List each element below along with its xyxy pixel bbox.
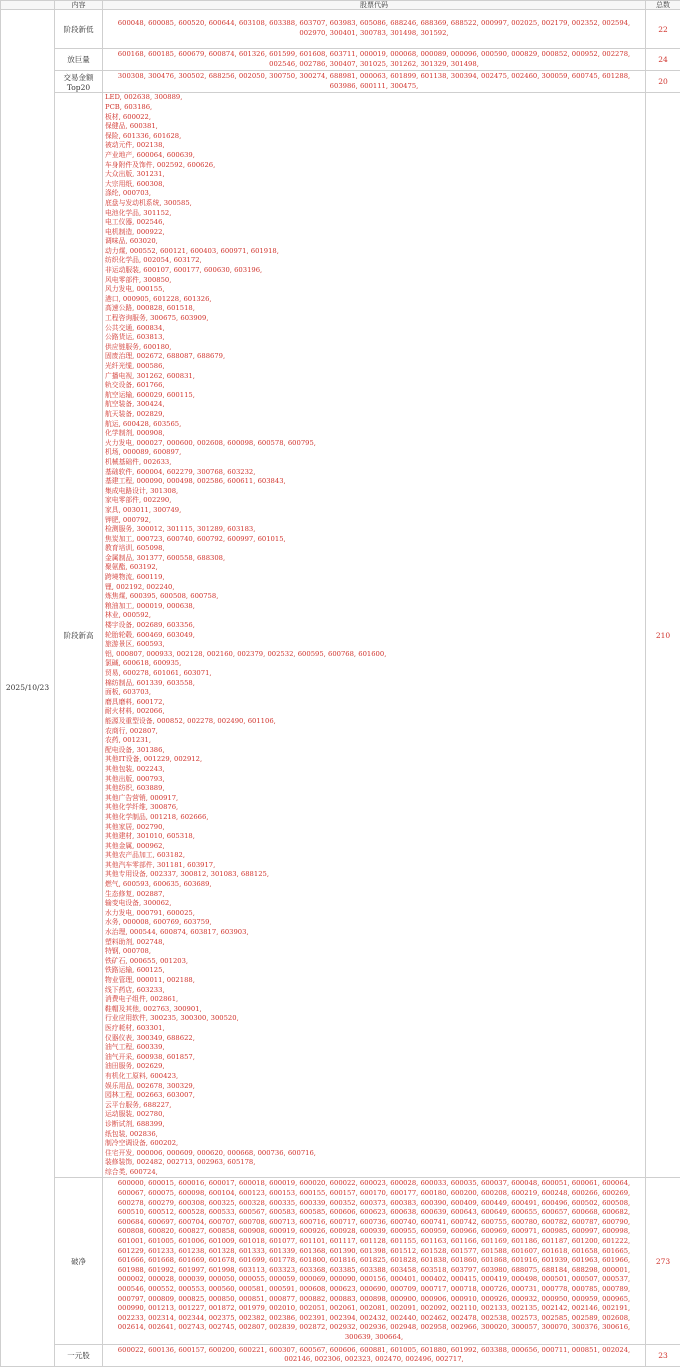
category-new-high: 阶段新高 <box>55 93 103 1178</box>
sector-line: 其他家居, 002790, <box>105 822 165 831</box>
sector-line: 其他汽车零部件, 301181, 603917, <box>105 860 216 869</box>
sector-line: 电池化学品, 301152, <box>105 208 172 217</box>
row-new-low <box>1 10 680 49</box>
sector-line: 焦炭加工, 000723, 600740, 600792, 600997, 601015, <box>105 534 286 543</box>
sector-line: 燃气, 600593, 600635, 603689, <box>105 880 212 889</box>
total-huge-volume: 24 <box>646 49 680 71</box>
sector-line: 其他农产品加工, 603182, <box>105 851 186 860</box>
sector-line: 粮油加工, 000019, 000638, <box>105 601 195 610</box>
sector-line: 磨具磨料, 600172, <box>105 697 165 706</box>
sector-line: 被动元件, 002138, <box>105 141 165 150</box>
codes-huge-volume: 600168, 600185, 600679, 600874, 601326, 601599, 601608, 603711, 000019, 000068, 000089, 000096, 000590, 000829, 000852, 000952, 002278, 002546, 002786, 300407, 301025, 301262, 301329, 301498, <box>103 49 646 71</box>
sector-line: 装修装饰, 002482, 002713, 002963, 605178, <box>105 1158 256 1167</box>
header-row <box>1 1 680 10</box>
sector-line: 基础软件, 600004, 602279, 300768, 603232, <box>105 467 256 476</box>
sector-line: 钾肥, 000792, <box>105 515 152 524</box>
sector-line: 锂, 002192, 002240, <box>105 582 175 591</box>
sector-line: 仪器仪表, 300349, 688622, <box>105 1033 195 1042</box>
sector-line: 水治理, 000544, 600874, 603817, 603903, <box>105 928 249 937</box>
sector-line: 板材, 600022, <box>105 112 152 121</box>
total-one-yuan: 23 <box>646 1344 680 1366</box>
total-top20-turnover: 20 <box>646 71 680 93</box>
sector-line: 其他专用设备, 002337, 300812, 301083, 688125, <box>105 870 270 879</box>
sector-line: 集成电路设计, 301308, <box>105 486 179 495</box>
sector-line: 能源及重型设备, 000852, 002278, 002490, 601106, <box>105 716 276 725</box>
sector-line: 化学制剂, 000908, <box>105 429 165 438</box>
sector-line: 铁路运输, 600125, <box>105 966 165 975</box>
total-below-book: 273 <box>646 1178 680 1344</box>
sector-line: 塑料助剂, 002748, <box>105 937 165 946</box>
sector-line: 铁矿石, 000655, 001203, <box>105 956 189 965</box>
sector-line: 航运, 600428, 603565, <box>105 419 182 428</box>
codes-below-book: 600000, 600015, 600016, 600017, 600018, 600019, 600020, 600022, 600023, 600028, 600033, 600035, 600037, 600048, 600051, 600061, 600064, 600067, 600075, 600098, 600104, 600123, 600153, 600155, 600157, 600170, 600177, 600180, 600200, 600208, 600219, 600248, 600266, 600269, 600278, 600279, 600308, 600325, 600328, 600335, 600339, 600352, 600373, 600383, 600390, 600409, 600449, 600491, 600496, 600502, 600508, 600510, 600512, 600528, 600533, 600567, 600583, 600585, 600606, 600623, 600638, 600639, 600643, 600649, 600655, 600657, 600668, 600682, 600684, 600697, 600704, 600707, 600708, 600713, 600716, 600717, 600736, 600740, 600741, 600742, 600755, 600780, 600782, 600787, 600790, 600808, 600820, 600827, 600858, 600908, 600919, 600926, 600928, 600939, 600955, 600959, 600966, 600969, 600971, 600985, 600997, 600998, 601001, 601005, 601006, 601009, 601018, 601077, 601101, 601117, 601128, 601155, 601163, 601166, 601169, 601186, 601187, 601200, 601222, 601229, 601233, 601238, 601328, 601333, 601339, 601368, 601390, 601398, 601512, 601528, 601577, 601588, 601607, 601618, 601658, 601665, 601666, 601668, 601669, 601678, 601699, 601778, 601800, 601816, 601825, 601828, 601838, 601860, 601868, 601916, 601939, 601963, 601966, 601988, 601992, 601997, 601998, 603113, 603323, 603368, 603385, 603388, 603458, 603518, 603797, 603980, 688075, 688184, 688298, 000001, 000002, 000028, 000039, 000050, 000055, 000059, 000069, 000090, 000156, 000401, 000402, 000415, 000419, 000498, 000501, 000507, 000537, 000546, 000552, 000553, 000560, 000581, 000591, 000608, 000623, 000690, 000709, 000717, 000718, 000726, 000731, 000778, 000785, 000789, 000797, 000809, 000825, 000850, 000851, 000877, 000882, 000883, 000898, 000900, 000906, 000910, 000926, 000932, 000950, 000959, 000965, 000990, 001213, 001227, 001872, 001979, 002010, 002051, 002061, 002081, 002091, 002092, 002110, 002133, 002135, 002142, 002146, 002191, 002233, 002314, 002344, 002375, 002382, 002386, 002391, 002394, 002432, 002440, 002462, 002478, 002538, 002573, 002585, 002589, 002608, 002614, 002641, 002743, 002745, 002807, 002839, 002872, 002932, 002936, 002948, 002958, 002966, 300020, 300057, 300070, 300376, 300616, 300639, 300664, <box>103 1178 646 1344</box>
sector-line: 轨交设备, 601766, <box>105 381 165 390</box>
sector-line: 农药, 001231, <box>105 736 152 745</box>
sector-line: 供应链服务, 600180, <box>105 342 172 351</box>
sector-line: 广播电视, 301262, 600831, <box>105 371 195 380</box>
sector-line: 调味品, 603020, <box>105 237 158 246</box>
total-new-low: 22 <box>646 10 680 49</box>
sector-line: 铝, 000807, 000933, 002128, 002160, 002379, 002532, 600595, 600768, 601600, <box>105 649 387 658</box>
sector-line: 非运动服装, 600107, 600177, 600630, 603196, <box>105 266 263 275</box>
sector-line: PCB, 603186, <box>105 102 153 111</box>
sector-line: 水力发电, 000791, 600025, <box>105 908 195 917</box>
sector-line: 电机制造, 000922, <box>105 227 165 236</box>
sector-line: 综合类, 600724, <box>105 1167 158 1176</box>
row-below-book <box>1 1178 680 1344</box>
sector-line: 油田服务, 002629, <box>105 1062 165 1071</box>
category-huge-volume: 放巨量 <box>55 49 103 71</box>
sector-line: 其他金属, 000962, <box>105 841 165 850</box>
sector-line: 涤纶, 000703, <box>105 189 152 198</box>
header-date-cell <box>1 1 55 10</box>
row-huge-volume <box>1 49 680 71</box>
sector-line: 家电零部件, 002290, <box>105 496 172 505</box>
sector-line: 纺织化学品, 002054, 603172, <box>105 256 202 265</box>
sector-line: 配电设备, 301386, <box>105 745 165 754</box>
sector-line: 其他化学制品, 001218, 602666, <box>105 812 209 821</box>
sector-line: 行业应用软件, 300235, 300300, 300520, <box>105 1014 239 1023</box>
sector-line: 其他广告营销, 000917, <box>105 793 179 802</box>
category-new-low: 阶段新低 <box>55 10 103 49</box>
sector-line: 其他出版, 000793, <box>105 774 165 783</box>
date-cell: 2025/10/23 <box>1 10 55 1367</box>
sector-line: 输变电设备, 300062, <box>105 899 172 908</box>
sector-line: 动力煤, 000552, 600121, 600403, 600971, 601918, <box>105 246 279 255</box>
sector-line: 航空运输, 600029, 600115, <box>105 390 195 399</box>
sector-line: 农商行, 002807, <box>105 726 158 735</box>
sector-line: 娱乐用品, 002678, 300329, <box>105 1081 195 1090</box>
sector-line: 耐火材料, 002066, <box>105 707 165 716</box>
sector-line: 其他包装, 002243, <box>105 764 165 773</box>
sector-line: 聚氨酯, 603192, <box>105 563 158 572</box>
sector-line: 特钢, 000708, <box>105 947 152 956</box>
sector-line: 住宅开发, 000006, 000609, 000620, 000668, 000736, 600716, <box>105 1148 316 1157</box>
sector-line: 电工仪器, 002546, <box>105 218 165 227</box>
header-total: 总数 <box>646 1 680 10</box>
sector-line: 家具, 003011, 300749, <box>105 505 182 514</box>
sector-line: 纸包装, 002836, <box>105 1129 158 1138</box>
sector-line: 保险, 601336, 601628, <box>105 131 182 140</box>
sector-line: 其他化学纤维, 300876, <box>105 803 179 812</box>
sector-line: LED, 002638, 300889, <box>105 93 183 102</box>
sector-line: 产业地产, 600064, 600639, <box>105 150 195 159</box>
sector-line: 固废治理, 002672, 688087, 688679, <box>105 352 226 361</box>
sector-line: 保健品, 600381, <box>105 122 158 131</box>
sector-line: 水务, 000008, 600769, 603759, <box>105 918 212 927</box>
sector-line: 检测服务, 300012, 301115, 301289, 603183, <box>105 525 256 534</box>
sector-line: 航空装备, 300424, <box>105 400 165 409</box>
sector-line: 车身附件及饰件, 002592, 600626, <box>105 160 216 169</box>
sector-line: 线下药店, 603233, <box>105 985 165 994</box>
sector-line: 基建工程, 000090, 000498, 002586, 600611, 603843, <box>105 477 286 486</box>
sector-line: 公共交通, 600834, <box>105 323 165 332</box>
sector-line: 炼焦煤, 600395, 600508, 600758, <box>105 592 219 601</box>
codes-new-high <box>103 93 646 1178</box>
sector-line: 氯碱, 600618, 600935, <box>105 659 182 668</box>
sector-line: 光纤光缆, 000586, <box>105 362 165 370</box>
sector-line: 大众出版, 301231, <box>105 170 165 179</box>
sector-line: 生态修复, 002887, <box>105 889 165 898</box>
sector-line: 运动服装, 002780, <box>105 1110 165 1119</box>
sector-line: 机械基础件, 002633, <box>105 457 172 466</box>
sector-line: 轮胎轮毂, 600469, 603049, <box>105 630 195 639</box>
sector-line: 其他建材, 301010, 605318, <box>105 832 195 841</box>
sector-line: 园林工程, 002663, 603007, <box>105 1091 195 1100</box>
sector-line: 机场, 000089, 600897, <box>105 448 182 457</box>
sector-line: 底盘与发动机系统, 300585, <box>105 198 192 207</box>
sector-line: 公路货运, 603813, <box>105 333 165 342</box>
codes-new-low: 600048, 600085, 600520, 600644, 603108, 603388, 603707, 603983, 605086, 688246, 688369, 688522, 000997, 002025, 002179, 002352, 002594, 002970, 300401, 300783, 301498, 301592, <box>103 10 646 49</box>
sector-line: 棉纺制品, 601339, 603558, <box>105 678 195 687</box>
sector-line: 面板, 603703, <box>105 688 152 697</box>
category-below-book: 破净 <box>55 1178 103 1344</box>
row-top20-turnover <box>1 71 680 93</box>
sector-line: 旅游景区, 600593, <box>105 640 165 649</box>
sector-line: 有机化工原料, 600423, <box>105 1071 179 1080</box>
sector-line: 大宗用纸, 600308, <box>105 179 165 188</box>
sector-line: 楼宇设备, 002689, 603356, <box>105 621 195 630</box>
category-one-yuan: 一元股 <box>55 1344 103 1366</box>
row-one-yuan <box>1 1344 680 1366</box>
sector-line: 港口, 000905, 601228, 601326, <box>105 294 212 303</box>
row-new-high <box>1 93 680 1178</box>
sector-line: 油气开采, 600938, 601857, <box>105 1052 195 1061</box>
sector-line: 贸易, 600278, 601061, 603071, <box>105 669 212 677</box>
sector-line: 工程咨询服务, 300675, 603909, <box>105 314 209 323</box>
sector-line: 医疗耗材, 603301, <box>105 1023 165 1032</box>
sector-line: 云平台服务, 688227, <box>105 1100 172 1109</box>
sector-line: 跨境物流, 600119, <box>105 573 165 582</box>
sector-line: 物业管理, 000011, 002188, <box>105 976 195 984</box>
sector-line: 林业, 000592, <box>105 611 152 620</box>
sector-line: 教育培训, 605098, <box>105 544 165 553</box>
header-content: 内容 <box>55 1 103 10</box>
codes-top20-turnover: 300308, 300476, 300502, 688256, 002050, 300750, 300274, 688981, 000063, 601899, 601138, 300394, 002475, 002460, 300059, 600745, 601288, 603986, 600111, 300475, <box>103 71 646 93</box>
sector-line: 诊断试剂, 688399, <box>105 1119 165 1128</box>
header-codes: 股票代码 <box>103 1 646 10</box>
sector-line: 金属制品, 301377, 600558, 688308, <box>105 553 226 562</box>
total-new-high: 210 <box>646 93 680 1178</box>
sector-line: 油气工程, 600339, <box>105 1043 165 1052</box>
sector-line: 其他纺织, 603889, <box>105 784 165 793</box>
sector-line: 鞋帽及其他, 002763, 300901, <box>105 1004 202 1013</box>
sector-line: 消费电子组件, 002861, <box>105 995 179 1004</box>
sector-line: 其他IT设备, 001229, 002912, <box>105 755 203 764</box>
codes-one-yuan: 600022, 600136, 600157, 600200, 600221, 600307, 600567, 600606, 600881, 601005, 601880, 601992, 603388, 000656, 000711, 000851, 002024, 002146, 002306, 002323, 002470, 002496, 002717, <box>103 1344 646 1366</box>
sector-line: 风电零部件, 300850, <box>105 275 172 284</box>
sector-line: 高速公路, 000828, 601518, <box>105 304 195 313</box>
sector-line: 风力发电, 000155, <box>105 285 165 294</box>
sector-line: 航天装备, 002829, <box>105 409 165 418</box>
category-top20-turnover: 交易金额Top20 <box>55 71 103 93</box>
sector-line: 制冷空调设备, 600202, <box>105 1139 179 1148</box>
sector-line: 火力发电, 000027, 000600, 002608, 600098, 600578, 600795, <box>105 438 316 447</box>
